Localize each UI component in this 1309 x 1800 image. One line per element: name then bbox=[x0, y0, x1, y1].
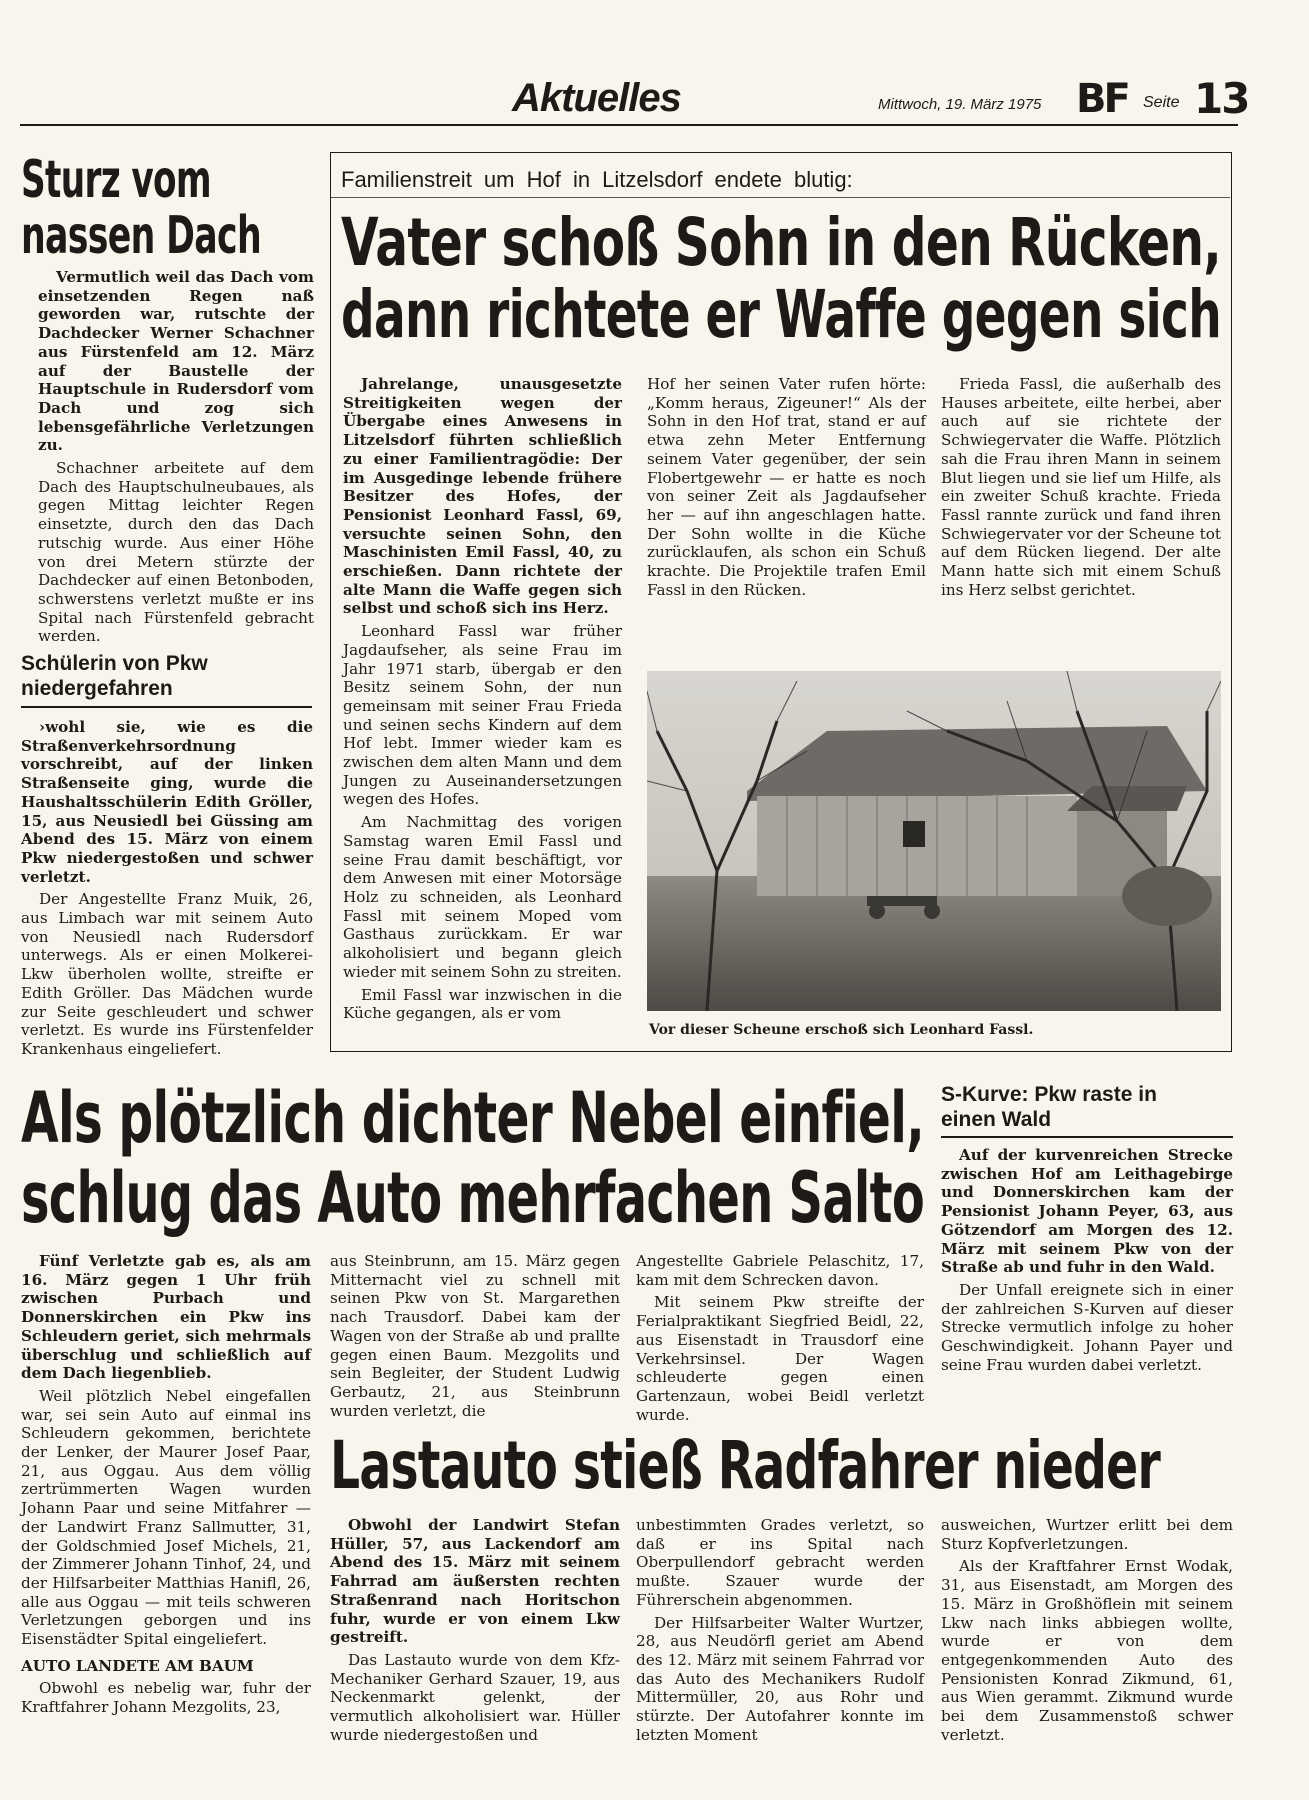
skurve-article bbox=[941, 1146, 1233, 1378]
nebel-column-3 bbox=[636, 1252, 924, 1428]
lastauto-column-3 bbox=[941, 1516, 1233, 1748]
article-lead: ›wohl sie, wie es die Straßenverkehrsordnung vorschreibt, auf der linken Straßenseite ging, wurde die Haushaltsschülerin Edith Gröller, 15, aus Neusiedl bei Güssing am Abend des 15. März von einem Pkw niedergestoßen und schwer verletzt. bbox=[21, 718, 313, 886]
article-paragraph: Als der Kraftfahrer Ernst Wodak, 31, aus Eisenstadt, am Morgen des 15. März in Großhöflein mit seinem Lkw nach links abbiegen wollte, wurde er von dem entgegenkommenden Auto des Pensionisten Konrad Zikmund, 61, aus Wien gerammt. Zikmund wurde bei dem Zusammenstoß schwer verletzt. bbox=[941, 1557, 1233, 1744]
headline-line: Als plötzlich dichter Nebel einfiel, bbox=[21, 1077, 924, 1159]
article-paragraph: aus Steinbrunn, am 15. März gegen Mitternacht viel zu schnell mit seinen Pkw von St. Margarethen nach Trausdorf. Dabei kam der Wagen von der Straße ab und prallte gegen einen Baum. Mezgolits und sein Begleiter, der Student Ludwig Gerbautz, 21, aus Steinbrunn wurden verletzt, die bbox=[330, 1252, 620, 1420]
masthead bbox=[0, 70, 1309, 126]
header-rule bbox=[20, 124, 1238, 126]
article-paragraph: Hof her seinen Vater rufen hörte: „Komm heraus, Zigeuner!“ Als der Sohn in den Hof trat, stand er auf etwa zehn Meter Entfernung seinem Vater gegenüber, der sein Flobertgewehr — er hatte es noch von seiner Zeit als Jagdaufseher her — auf ihn angeschlagen hatte. Der Sohn wollte in die Küche zurücklaufen, als schon ein Schuß krachte. Die Projektile trafen Emil Fassl in den Rücken. bbox=[647, 375, 926, 599]
lastauto-column-1 bbox=[330, 1516, 620, 1748]
article-paragraph: Leonhard Fassl war früher Jagdaufseher, als seine Frau im Jahr 1971 starb, übergab er den Besitz seinem Sohn, der nun gemeinsam mit seiner Frau Frieda und seinen sechs Kindern auf dem Hof lebt. Immer wieder kam es zwischen dem alten Mann und dem Jungen zu Auseinandersetzungen wegen des Hofes. bbox=[343, 622, 622, 809]
brand-logo: BF bbox=[1076, 76, 1128, 122]
nebel-column-1 bbox=[21, 1252, 311, 1721]
page-number: 13 bbox=[1194, 74, 1249, 123]
article-paragraph: Der Angestellte Franz Muik, 26, aus Limbach war mit seinem Auto von Neusiedl nach Rudersdorf unterwegs. Als er einen Molkerei-Lkw überholen wollte, streifte er Edith Gröller. Das Mädchen wurde zur Seite geschleudert und schwer verletzt. Es wurde ins Fürstenfelder Krankenhaus eingeliefert. bbox=[21, 890, 313, 1058]
article-paragraph: ausweichen, Wurtzer erlitt bei dem Sturz Kopfverletzungen. bbox=[941, 1516, 1233, 1553]
article-paragraph: unbestimmten Grades verletzt, so daß er ins Spital nach Oberpullendorf gebracht werden mußte. Szauer wurde der Führerschein abgenommen. bbox=[636, 1516, 924, 1609]
barn-photo bbox=[647, 671, 1221, 1011]
article-paragraph: Obwohl es nebelig war, fuhr der Kraftfahrer Johann Mezgolits, 23, bbox=[21, 1679, 311, 1717]
article-paragraph: Angestellte Gabriele Pelaschitz, 17, kam mit dem Schrecken davon. bbox=[636, 1252, 924, 1289]
article-paragraph: Schachner arbeitete auf dem Dach des Hauptschulneubaues, als gegen Mittag leichter Regen einsetzte, durch den das Dach rutschig wurde. Aus einer Höhe von drei Metern stürzte der Dachdecker auf einen Betonboden, schwerstens verletzt mußte er ins Spital nach Fürstenfeld gebracht werden. bbox=[38, 459, 314, 646]
article-paragraph: Mit seinem Pkw streifte der Ferialpraktikant Siegfried Beidl, 22, aus Eisenstadt in Trausdorf eine Verkehrsinsel. Der Wagen schleuderte gegen einen Gartenzaun, wobei Beidl verletzt wurde. bbox=[636, 1293, 924, 1424]
skurve-headline: S-Kurve: Pkw raste in einen Wald bbox=[941, 1083, 1157, 1131]
headline-line: Vater schoß Sohn in den Rücken, bbox=[341, 204, 1221, 281]
article-paragraph: Das Lastauto wurde von dem Kfz-Mechaniker Gerhard Szauer, 19, aus Neckenmarkt gelenkt, der vermutlich alkoholisiert war. Hüller wurde niedergestoßen und bbox=[330, 1650, 620, 1744]
headline-rule bbox=[21, 706, 312, 708]
article-kicker: Familienstreit um Hof in Litzelsdorf endete blutig: bbox=[341, 167, 853, 192]
article-subhead: AUTO LANDETE AM BAUM bbox=[21, 1656, 254, 1675]
headline-line: Lastauto stieß Radfahrer nieder bbox=[330, 1427, 1160, 1504]
sturz-article bbox=[38, 268, 314, 650]
headline-line: schlug das Auto mehrfachen Salto bbox=[21, 1157, 925, 1239]
sturz-headline bbox=[21, 152, 261, 264]
vater-column-2 bbox=[647, 375, 926, 603]
vater-article-box bbox=[330, 152, 1232, 1052]
lastauto-headline bbox=[330, 1428, 1160, 1504]
article-paragraph: Am Nachmittag des vorigen Samstag waren Emil Fassl und seine Frau damit beschäftigt, vor dem Anwesen mit einer Motorsäge Holz zu schneiden, als Leonhard Fassl mit seinem Moped vom Gasthaus zurückkam. Er war alkoholisiert und begann gleich wieder mit seinem Sohn zu streiten. bbox=[343, 813, 622, 981]
article-lead: Obwohl der Landwirt Stefan Hüller, 57, aus Lackendorf am Abend des 15. März mit seinem Fahrrad am äußersten rechten Straßenrand nach Horitschon fuhr, wurde er von einem Lkw gestreift. bbox=[330, 1516, 620, 1647]
issue-date: Mittwoch, 19. März 1975 bbox=[878, 96, 1042, 113]
lastauto-column-2 bbox=[636, 1516, 924, 1748]
headline-line: dann richtete er Waffe gegen sich bbox=[341, 276, 1221, 353]
vater-column-3 bbox=[941, 375, 1221, 603]
headline-line: nassen Dach bbox=[21, 206, 261, 266]
article-paragraph: Der Hilfsarbeiter Walter Wurtzer, 28, aus Neudörfl geriet am Abend des 12. März mit seinem Fahrrad vor das Auto des Mechanikers Rudolf Mittermüller, 20, aus Rohr und stürzte. Der Autofahrer konnte im letzten Moment bbox=[636, 1613, 924, 1744]
schuelerin-headline: Schülerin von Pkw niedergefahren bbox=[21, 652, 208, 700]
schuelerin-article bbox=[21, 718, 313, 1063]
photo-caption: Vor dieser Scheune erschoß sich Leonhard Fassl. bbox=[649, 1022, 1034, 1038]
article-paragraph: Der Unfall ereignete sich in einer der zahlreichen S-Kurven auf dieser Strecke vermutlich infolge zu hoher Geschwindigkeit. Johann Payer und seine Frau wurden dabei verletzt. bbox=[941, 1280, 1233, 1374]
page-label: Seite bbox=[1143, 94, 1180, 111]
article-lead: Auf der kurvenreichen Strecke zwischen Hof am Leithagebirge und Donnerskirchen kam der Pensionist Johann Peyer, 63, aus Götzendorf am Morgen des 12. März mit seinem Pkw von der Straße ab und fuhr in den Wald. bbox=[941, 1146, 1233, 1277]
nebel-column-2 bbox=[330, 1252, 620, 1424]
nebel-headline bbox=[21, 1078, 924, 1238]
article-lead: Jahrelange, unausgesetzte Streitigkeiten wegen der Übergabe eines Anwesens in Litzelsdorf führten schließlich zu einer Familientragödie: Der im Ausgedinge lebende frühere Besitzer des Hofes, der Pensionist Leonhard Fassl, 69, versuchte seinen Sohn, den Maschinisten Emil Fassl, 40, zu erschießen. Dann richtete der alte Mann die Waffe gegen sich selbst und schoß sich ins Herz. bbox=[343, 375, 622, 618]
article-lead: Fünf Verletzte gab es, als am 16. März gegen 1 Uhr früh zwischen Purbach und Donnerskirchen ein Pkw ins Schleudern geriet, sich mehrmals überschlug und schließlich auf dem Dach liegenblieb. bbox=[21, 1252, 311, 1383]
kicker-rule bbox=[331, 197, 1230, 198]
article-lead: Vermutlich weil das Dach vom einsetzenden Regen naß geworden war, rutschte der Dachdecker Werner Schachner aus Fürstenfeld am 12. März auf der Baustelle der Hauptschule in Rudersdorf vom Dach und zog sich lebensgefährliche Verletzungen zu. bbox=[38, 268, 314, 455]
section-title: Aktuelles bbox=[512, 76, 681, 120]
article-paragraph: Weil plötzlich Nebel eingefallen war, sei sein Auto auf einmal ins Schleudern gekommen, berichtete der Lenker, der Maurer Josef Paar, 21, aus Oggau. Aus dem völlig zertrümmerten Wagen wurden Johann Paar und seine Mitfahrer — der Landwirt Franz Sallmutter, 31, der Goldschmied Josef Michels, 21, der Zimmerer Johann Tinhof, 24, und der Hilfsarbeiter Matthias Hanifl, 26, alle aus Oggau — mit teils schweren Verletzungen geborgen und ins Eisenstädter Spital eingeliefert. bbox=[21, 1386, 311, 1649]
vater-headline bbox=[341, 204, 1221, 353]
article-paragraph: Frieda Fassl, die außerhalb des Hauses arbeitete, eilte herbei, aber auch auf sie richtete der Schwiegervater die Waffe. Plötzlich sah die Frau ihren Mann in seinem Blut liegen und sie lief um Hilfe, als ein zweiter Schuß krachte. Frieda Fassl rannte zurück und fand ihren Schwiegervater vor der Scheune tot auf dem Rücken liegend. Der alte Mann hatte sich mit einem Schuß ins Herz selbst gerichtet. bbox=[941, 375, 1221, 599]
article-paragraph: Emil Fassl war inzwischen in die Küche gegangen, als er vom bbox=[343, 985, 622, 1023]
headline-line: Sturz vom bbox=[21, 150, 212, 210]
headline-rule bbox=[941, 1136, 1233, 1138]
vater-column-1 bbox=[343, 375, 622, 1027]
